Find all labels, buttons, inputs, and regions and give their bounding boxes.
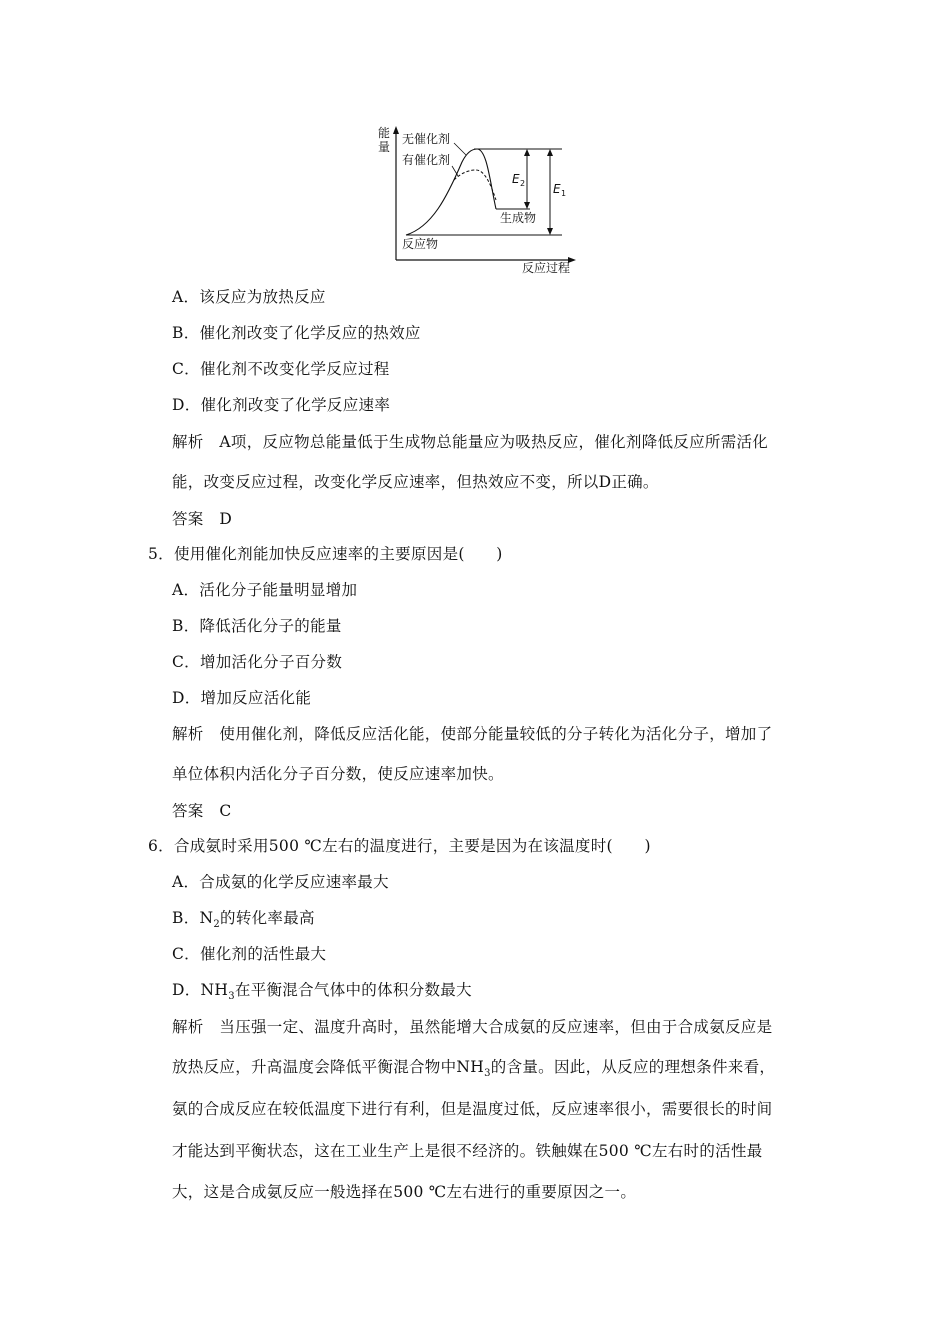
q6-option-d: D．$NH_3$在平衡混合气体中的体积分数最大 [172, 981, 472, 1003]
q4-option-c: C．催化剂不改变化学反应过程 [172, 360, 390, 378]
q5-analysis-line-2: 单位体积内活化分子百分数，使反应速率加快。 [172, 765, 504, 783]
q6-question: 6．合成氨时采用500 ℃左右的温度进行，主要是因为在该温度时( ) [148, 837, 651, 855]
q6-analysis-line-1: 解析 当压强一定、温度升高时，虽然能增大合成氨的反应速率，但由于合成氨反应是 [172, 1018, 773, 1036]
q4-answer: 答案 D [172, 510, 233, 528]
energy-diagram [362, 122, 582, 274]
y-axis-label-1: 能 [378, 126, 391, 140]
e1-arrow-top [547, 149, 553, 156]
q6-option-a: A．合成氨的化学反应速率最大 [172, 873, 389, 891]
q4-option-a: A．该反应为放热反应 [172, 288, 326, 306]
q4-analysis-line-2: 能，改变反应过程，改变化学反应速率，但热效应不变，所以D正确。 [172, 473, 659, 491]
q5-option-b: B．降低活化分子的能量 [172, 617, 342, 635]
q6-analysis-line-3: 氨的合成反应在较低温度下进行有利，但是温度过低，反应速率很小，需要很长的时间 [172, 1100, 773, 1118]
e2-arrow-bottom [524, 202, 530, 209]
q5-analysis-line-1: 解析 使用催化剂，降低反应活化能，使部分能量较低的分子转化为活化分子，增加了 [172, 725, 773, 743]
e2-arrow-top [524, 149, 530, 156]
e2-label: E [512, 172, 520, 186]
q4-option-d: D．催化剂改变了化学反应速率 [172, 396, 391, 414]
q5-answer: 答案 C [172, 802, 232, 820]
q5-option-a: A．活化分子能量明显增加 [172, 581, 358, 599]
y-axis-arrow [393, 126, 399, 134]
product-label: 生成物 [500, 211, 537, 225]
leader-with-catalyst [452, 166, 458, 176]
q5-option-d: D．增加反应活化能 [172, 689, 312, 707]
q6-option-b: B．$N_2$的转化率最高 [172, 909, 315, 931]
label-no-catalyst: 无催化剂 [402, 132, 451, 146]
x-axis-label: 反应过程 [522, 261, 571, 274]
reactant-label: 反应物 [402, 237, 439, 251]
leader-no-catalyst [454, 143, 466, 155]
e1-subscript: 1 [561, 189, 567, 198]
q6-analysis-line-4: 才能达到平衡状态，这在工业生产上是很不经济的。铁触媒在500 ℃左右时的活性最 [172, 1142, 763, 1160]
e1-arrow-bottom [547, 228, 553, 235]
q4-analysis-line-1: 解析 A项，反应物总能量低于生成物总能量应为吸热反应，催化剂降低反应所需活化 [172, 433, 769, 451]
q4-option-b: B．催化剂改变了化学反应的热效应 [172, 324, 421, 342]
q5-question: 5．使用催化剂能加快反应速率的主要原因是( ) [148, 545, 503, 563]
q6-analysis-line-5: 大，这是合成氨反应一般选择在500 ℃左右进行的重要原因之一。 [172, 1183, 637, 1201]
q6-option-c: C．催化剂的活性最大 [172, 945, 327, 963]
label-with-catalyst: 有催化剂 [402, 153, 451, 167]
e2-subscript: 2 [520, 179, 526, 188]
q5-option-c: C．增加活化分子百分数 [172, 653, 343, 671]
e1-label: E [553, 182, 561, 196]
y-axis-label-2: 量 [378, 140, 391, 154]
q6-analysis-line-2: 放热反应，升高温度会降低平衡混合物中$NH_3$的含量。因此，从反应的理想条件来看， [172, 1058, 776, 1080]
